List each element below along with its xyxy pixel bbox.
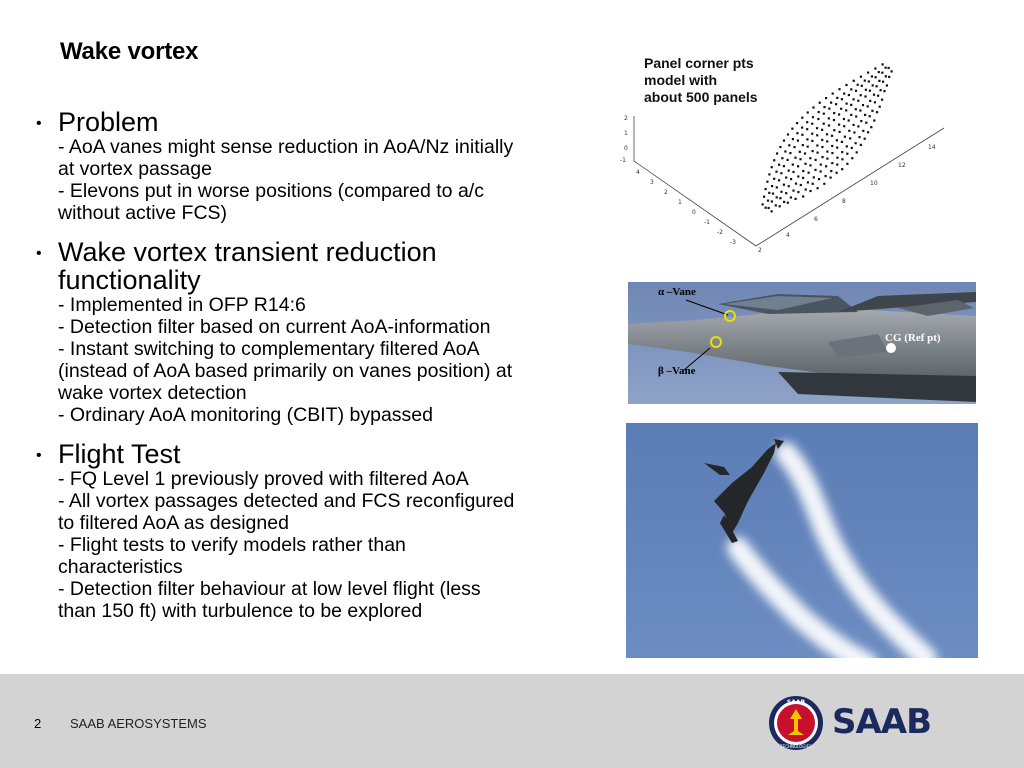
panel-point [771, 166, 773, 168]
panel-point [836, 97, 838, 99]
panel-point [861, 85, 863, 87]
panel-point [857, 100, 859, 102]
axis-tick: 3 [650, 179, 654, 186]
panel-point [879, 106, 881, 108]
panel-point [874, 101, 876, 103]
panel-point [790, 178, 792, 180]
panel-point [790, 196, 792, 198]
panel-point [820, 170, 822, 172]
panel-point [833, 112, 835, 114]
bullet-heading: Wake vortex transient reduction [58, 237, 437, 267]
panel-point [836, 157, 838, 159]
saab-wordmark-logo: SAAB [832, 702, 932, 742]
panel-point [765, 207, 767, 209]
panel-point [867, 72, 869, 74]
axis-tick: 14 [928, 144, 936, 151]
panel-point [809, 190, 811, 192]
panel-point [838, 113, 840, 115]
panel-point [771, 185, 773, 187]
panel-point [831, 152, 833, 154]
panel-point [851, 147, 853, 149]
seal-text-bottom: TECHNOLOGIES [780, 744, 812, 749]
panel-point [788, 185, 790, 187]
axis-tick: 4 [786, 232, 790, 239]
bullet-line: - Ordinary AoA monitoring (CBIT) bypassed [58, 404, 433, 426]
axis-tick: 0 [692, 209, 696, 216]
footer-company-name: SAAB AEROSYSTEMS [70, 716, 207, 731]
panel-point [821, 146, 823, 148]
panel-point [888, 76, 890, 78]
panel-point [797, 191, 799, 193]
bullet-list [36, 108, 596, 636]
panel-point [841, 141, 843, 143]
panel-point [838, 88, 840, 90]
panel-point [825, 175, 827, 177]
panel-point [808, 172, 810, 174]
panel-point [855, 90, 857, 92]
panel-point [855, 115, 857, 117]
panel-point [843, 118, 845, 120]
panel-point [828, 117, 830, 119]
panel-point [828, 124, 830, 126]
bullet-heading: Flight Test [58, 439, 181, 469]
panel-point [792, 171, 794, 173]
flight-test-photo [626, 423, 978, 658]
panel-point [823, 123, 825, 125]
panel-point [872, 84, 874, 86]
panel-point [795, 183, 797, 185]
panel-point [784, 150, 786, 152]
panel-point [855, 108, 857, 110]
panel-point [802, 170, 804, 172]
panel-point [859, 109, 861, 111]
panel-point [853, 80, 855, 82]
panel-point [860, 76, 862, 78]
panel-point [801, 117, 803, 119]
panel-point [862, 130, 864, 132]
slide-title: Wake vortex [60, 38, 199, 65]
panel-point [850, 88, 852, 90]
panel-point [789, 152, 791, 154]
panel-point [862, 104, 864, 106]
bullet-line: than 150 ft) with turbulence to be explored [58, 600, 423, 622]
panel-point [876, 85, 878, 87]
panel-point [788, 170, 790, 172]
panel-point [765, 188, 767, 190]
panel-point [779, 197, 781, 199]
bullet-functionality [36, 238, 596, 426]
panel-point [857, 84, 859, 86]
panel-point [865, 122, 867, 124]
panel-point [836, 164, 838, 166]
panel-point [813, 176, 815, 178]
alpha-vane-label: α –Vane [658, 286, 696, 298]
panel-point [804, 163, 806, 165]
panel-point [846, 153, 848, 155]
panel-model-figure [616, 46, 946, 256]
panel-point [848, 94, 850, 96]
panel-point [771, 200, 773, 202]
panel-point [817, 187, 819, 189]
panel-point [807, 181, 809, 183]
panel-point [801, 134, 803, 136]
panel-point [850, 104, 852, 106]
panel-point [821, 139, 823, 141]
axis-tick: 2 [664, 189, 668, 196]
panel-point [858, 136, 860, 138]
bullet-icon: • [36, 447, 42, 464]
panel-point [839, 131, 841, 133]
panel-point [848, 130, 850, 132]
panel-point [811, 133, 813, 135]
panel-point [806, 128, 808, 130]
panel-point [832, 93, 834, 95]
panel-point [881, 72, 883, 74]
panel-point [802, 195, 804, 197]
axis-tick: -2 [717, 229, 723, 236]
axis-tick: 4 [636, 169, 640, 176]
panel-point [825, 97, 827, 99]
panel-point [793, 146, 795, 148]
panel-point [865, 89, 867, 91]
panel-point [787, 159, 789, 161]
panel-point [846, 145, 848, 147]
panel-point [850, 114, 852, 116]
panel-point [791, 128, 793, 130]
panel-point [881, 99, 883, 101]
panel-point [794, 157, 796, 159]
panel-point [876, 111, 878, 113]
panel-point [867, 131, 869, 133]
aircraft-vane-figure [628, 282, 976, 404]
panel-point [869, 90, 871, 92]
panel-point [783, 140, 785, 142]
panel-point [836, 147, 838, 149]
panel-point [851, 157, 853, 159]
panel-point [838, 124, 840, 126]
axis-tick: 2 [624, 115, 628, 122]
panel-point [860, 144, 862, 146]
saab-seal-logo-icon [768, 695, 824, 751]
panel-point [826, 158, 828, 160]
panel-point [891, 70, 893, 72]
panel-point [823, 106, 825, 108]
panel-point [771, 210, 773, 212]
panel-point [855, 142, 857, 144]
bullet-line: to filtered AoA as designed [58, 512, 289, 534]
panel-point [775, 204, 777, 206]
panel-point [869, 100, 871, 102]
panel-point [869, 115, 871, 117]
panel-point [809, 164, 811, 166]
panel-point [856, 151, 858, 153]
panel-point [831, 135, 833, 137]
panel-point [826, 140, 828, 142]
panel-point [833, 129, 835, 131]
panel-point [795, 198, 797, 200]
panel-point [797, 165, 799, 167]
panel-point [799, 158, 801, 160]
panel-point [868, 80, 870, 82]
panel-point [783, 184, 785, 186]
panel-point [802, 144, 804, 146]
panel-point [864, 95, 866, 97]
panel-point [814, 169, 816, 171]
axis-tick: 8 [842, 198, 846, 205]
panel-point [806, 138, 808, 140]
panel-point [848, 119, 850, 121]
panel-point [806, 121, 808, 123]
panel-point [821, 129, 823, 131]
panel-point [816, 134, 818, 136]
bullet-line: - Detection filter based on current AoA-information [58, 316, 491, 338]
panel-point [826, 151, 828, 153]
panel-point [818, 178, 820, 180]
panel-point [768, 207, 770, 209]
axis-tick: 12 [898, 162, 906, 169]
panel-point [825, 165, 827, 167]
panel-point [826, 133, 828, 135]
panel-point [886, 84, 888, 86]
bullet-heading-continued: functionality [58, 265, 201, 295]
bullet-flight-test [36, 440, 596, 622]
bullet-line: at vortex passage [58, 158, 212, 180]
panel-point [779, 205, 781, 207]
panel-point [841, 158, 843, 160]
panel-point [878, 71, 880, 73]
panel-point [762, 203, 764, 205]
panel-point [787, 133, 789, 135]
panel-point [817, 152, 819, 154]
panel-point [841, 168, 843, 170]
panel-point [775, 171, 777, 173]
panel-point [836, 172, 838, 174]
panel-point [796, 122, 798, 124]
panel-point [773, 159, 775, 161]
panel-point [816, 144, 818, 146]
bullet-line: wake vortex detection [58, 382, 247, 404]
panel-point [772, 193, 774, 195]
axis-tick: 6 [814, 216, 818, 223]
panel-point [860, 94, 862, 96]
seal-text-top: SAAB [786, 699, 806, 706]
panel-point [888, 67, 890, 69]
panel-point [873, 119, 875, 121]
axis-tick: 1 [624, 130, 628, 137]
panel-point [871, 110, 873, 112]
panel-point [878, 80, 880, 82]
page-number: 2 [34, 716, 42, 731]
axis-tick: 10 [870, 180, 878, 187]
panel-point [864, 138, 866, 140]
panel-point [797, 140, 799, 142]
panel-point [874, 67, 876, 69]
panel-point [820, 164, 822, 166]
panel-point [831, 162, 833, 164]
panel-point [781, 157, 783, 159]
panel-point [802, 177, 804, 179]
panel-point [811, 123, 813, 125]
panel-point [849, 137, 851, 139]
panel-point [823, 113, 825, 115]
panel-point [796, 132, 798, 134]
axis-tick: -1 [620, 157, 626, 164]
panel-point [840, 108, 842, 110]
bullet-line: - Implemented in OFP R14:6 [58, 294, 306, 316]
panel-point [785, 192, 787, 194]
panel-point [843, 93, 845, 95]
panel-point [778, 164, 780, 166]
panel-point [871, 75, 873, 77]
panel-point [773, 178, 775, 180]
panel-point [783, 165, 785, 167]
panel-point [812, 116, 814, 118]
axis-tick: -1 [704, 219, 710, 226]
panel-point [880, 89, 882, 91]
panel-point [779, 146, 781, 148]
panel-point [785, 177, 787, 179]
panel-point [844, 136, 846, 138]
panel-point [870, 126, 872, 128]
panel-point [830, 177, 832, 179]
bullet-icon: • [36, 115, 42, 132]
bullet-line: - AoA vanes might sense reduction in AoA/Nz initially [58, 136, 514, 158]
bullet-line: characteristics [58, 556, 183, 578]
panel-point [816, 127, 818, 129]
panel-point [843, 125, 845, 127]
panel-point [804, 152, 806, 154]
panel-point [792, 190, 794, 192]
panel-point [882, 81, 884, 83]
bullet-line: - FQ Level 1 previously proved with filtered AoA [58, 468, 469, 490]
panel-point [883, 90, 885, 92]
panel-point [805, 188, 807, 190]
panel-point [768, 192, 770, 194]
bullet-icon: • [36, 245, 42, 262]
bullet-line: - Flight tests to verify models rather than [58, 534, 406, 556]
axis-tick: 0 [624, 145, 628, 152]
panel-point [846, 103, 848, 105]
panel-point [823, 183, 825, 185]
panel-point [846, 163, 848, 165]
panel-point [841, 98, 843, 100]
panel-point [812, 183, 814, 185]
panel-point [877, 95, 879, 97]
panel-point [797, 175, 799, 177]
panel-point [763, 196, 765, 198]
cg-marker [886, 343, 896, 353]
bullet-line: - All vortex passages detected and FCS reconfigured [58, 490, 515, 512]
panel-point [799, 151, 801, 153]
panel-point [845, 109, 847, 111]
panel-point [830, 170, 832, 172]
panel-point [787, 202, 789, 204]
panel-point [867, 105, 869, 107]
flight-photo-image [626, 423, 978, 658]
panel-point [812, 106, 814, 108]
panel-point [873, 94, 875, 96]
panel-point [853, 124, 855, 126]
bullet-line: - Instant switching to complementary filtered AoA [58, 338, 480, 360]
bullet-heading: Problem [58, 107, 159, 137]
panel-point [767, 200, 769, 202]
panel-point [835, 103, 837, 105]
panel-point [831, 145, 833, 147]
panel-point [776, 152, 778, 154]
axis-tick: 1 [678, 199, 682, 206]
bullet-line: without active FCS) [58, 202, 228, 224]
panel-point [792, 138, 794, 140]
panel-point [801, 127, 803, 129]
panel-point [783, 201, 785, 203]
bullet-line: - Detection filter behaviour at low level flight (less [58, 578, 481, 600]
panel-point [792, 164, 794, 166]
panel-point [768, 173, 770, 175]
panel-point [815, 159, 817, 161]
panel-point [864, 114, 866, 116]
panel-point [807, 146, 809, 148]
panel-point [841, 151, 843, 153]
bullet-line: - Elevons put in worse positions (compared to a/c [58, 180, 484, 202]
panel-point [800, 184, 802, 186]
panel-point [809, 157, 811, 159]
panel-point [836, 139, 838, 141]
cg-label: CG (Ref pt) [885, 332, 941, 344]
panel-point [812, 150, 814, 152]
panel-point [776, 186, 778, 188]
axis-tick: 2 [758, 247, 762, 254]
panel-point [817, 118, 819, 120]
panel-point [807, 111, 809, 113]
panel-point [857, 125, 859, 127]
panel-point [875, 76, 877, 78]
panel-point [788, 144, 790, 146]
panel-point [833, 119, 835, 121]
panel-point [811, 140, 813, 142]
bullet-line: (instead of AoA based primarily on vanes position) at [58, 360, 513, 382]
beta-vane-label: β –Vane [658, 365, 696, 377]
panel-point [821, 156, 823, 158]
bullet-problem [36, 108, 596, 224]
panel-point [845, 84, 847, 86]
panel-point [830, 102, 832, 104]
panel-model-caption: Panel corner pts model with about 500 panels [644, 55, 758, 105]
panel-point [864, 80, 866, 82]
panel-point [853, 98, 855, 100]
panel-point [885, 67, 887, 69]
axis-tick: -3 [730, 239, 736, 246]
panel-point [766, 181, 768, 183]
panel-point [776, 196, 778, 198]
panel-point [885, 75, 887, 77]
panel-point [818, 111, 820, 113]
panel-point [780, 191, 782, 193]
footer [0, 674, 1024, 768]
panel-point [828, 108, 830, 110]
panel-point [778, 179, 780, 181]
panel-point [780, 172, 782, 174]
panel-point [853, 131, 855, 133]
panel-point [860, 120, 862, 122]
panel-point [882, 63, 884, 65]
panel-point [819, 102, 821, 104]
